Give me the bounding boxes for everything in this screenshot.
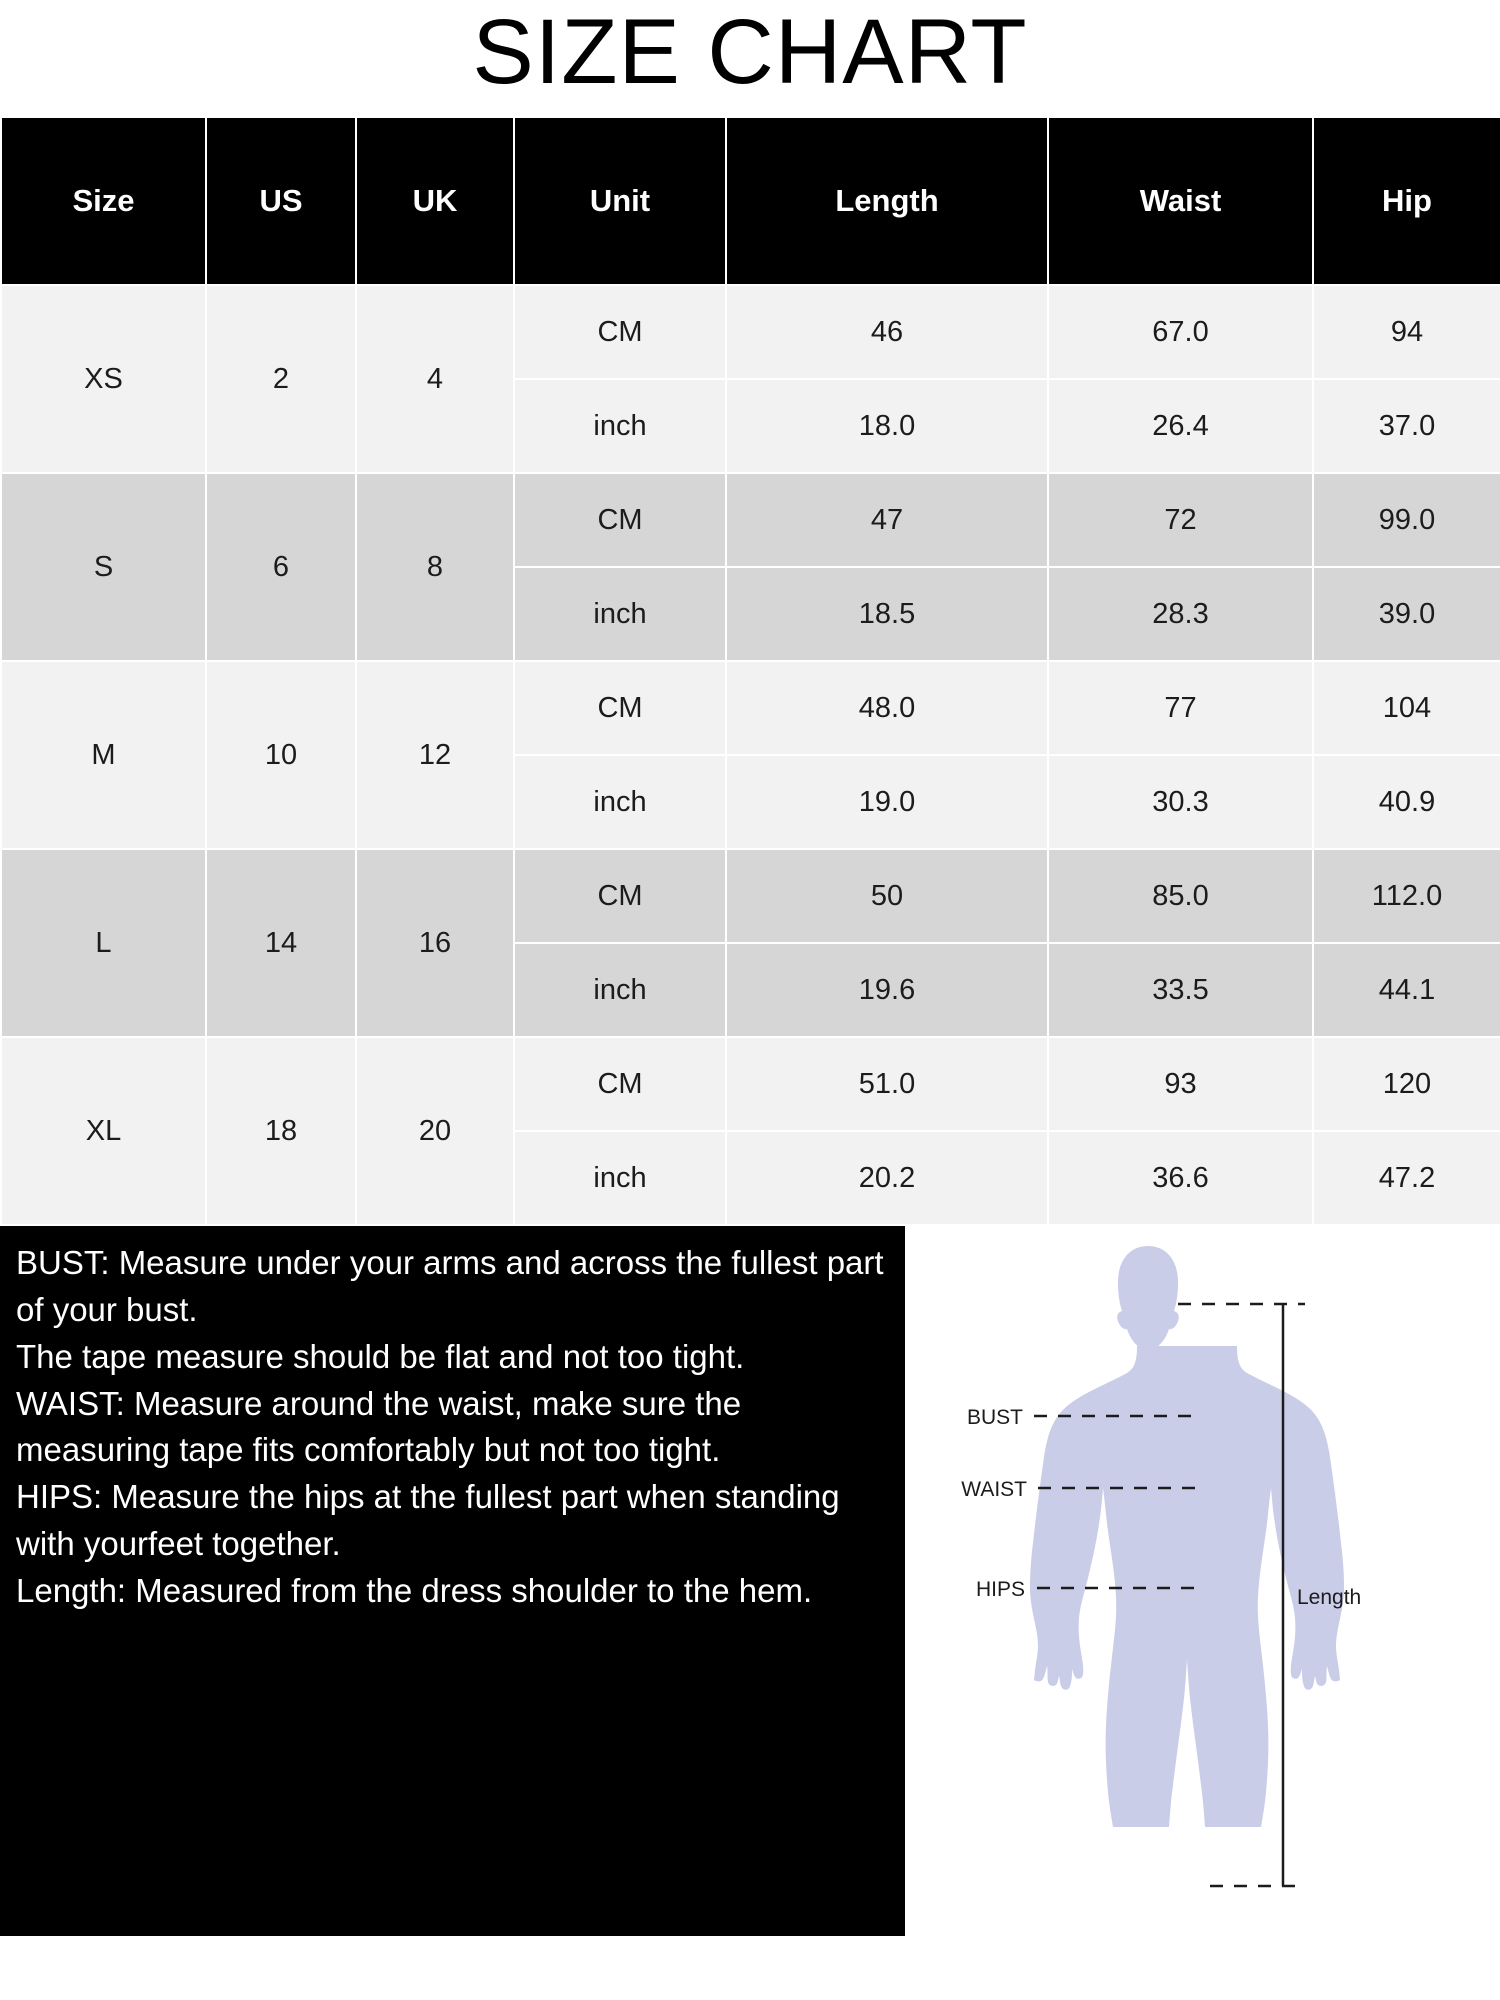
note-hips: HIPS: Measure the hips at the fullest part when standing with yourfeet together. bbox=[16, 1478, 840, 1563]
bottom-section bbox=[0, 1226, 1500, 1936]
cell-length: 18.5 bbox=[726, 567, 1048, 661]
cell-length: 47 bbox=[726, 473, 1048, 567]
table-header-row bbox=[1, 117, 1500, 285]
cell-us: 6 bbox=[206, 473, 356, 661]
cell-length: 50 bbox=[726, 849, 1048, 943]
column-header-size: Size bbox=[1, 117, 206, 285]
cell-waist: 77 bbox=[1048, 661, 1313, 755]
female-body-diagram bbox=[905, 1226, 1500, 1936]
size-chart-table bbox=[0, 116, 1500, 1226]
hips-label: HIPS bbox=[975, 1578, 1025, 1601]
cell-size: XL bbox=[1, 1037, 206, 1225]
column-header-waist: Waist bbox=[1048, 117, 1313, 285]
table-row bbox=[1, 473, 1500, 567]
cell-hip: 44.1 bbox=[1313, 943, 1500, 1037]
cell-uk: 16 bbox=[356, 849, 514, 1037]
cell-size: S bbox=[1, 473, 206, 661]
cell-us: 10 bbox=[206, 661, 356, 849]
measurement-instructions bbox=[0, 1226, 905, 1936]
cell-unit: inch bbox=[514, 755, 726, 849]
bust-label: BUST bbox=[966, 1406, 1023, 1429]
cell-us: 2 bbox=[206, 285, 356, 473]
cell-uk: 20 bbox=[356, 1037, 514, 1225]
cell-unit: CM bbox=[514, 473, 726, 567]
note-tape: The tape measure should be flat and not too tight. bbox=[16, 1337, 745, 1375]
column-header-us: US bbox=[206, 117, 356, 285]
note-bust: BUST: Measure under your arms and across the fullest part of your bust. bbox=[16, 1244, 884, 1328]
cell-us: 14 bbox=[206, 849, 356, 1037]
cell-length: 51.0 bbox=[726, 1037, 1048, 1131]
cell-waist: 30.3 bbox=[1048, 755, 1313, 849]
table-row bbox=[1, 285, 1500, 379]
cell-waist: 28.3 bbox=[1048, 567, 1313, 661]
cell-unit: CM bbox=[514, 1037, 726, 1131]
cell-waist: 67.0 bbox=[1048, 285, 1313, 379]
table-row bbox=[1, 661, 1500, 755]
cell-length: 20.2 bbox=[726, 1131, 1048, 1225]
cell-hip: 104 bbox=[1313, 661, 1500, 755]
body-silhouette bbox=[1030, 1246, 1344, 1827]
cell-waist: 93 bbox=[1048, 1037, 1313, 1131]
cell-unit: inch bbox=[514, 943, 726, 1037]
cell-size: XS bbox=[1, 285, 206, 473]
note-length: Length: Measured from the dress shoulder to the hem. bbox=[16, 1572, 813, 1610]
page-title: SIZE CHART bbox=[472, 1, 1028, 103]
cell-unit: CM bbox=[514, 661, 726, 755]
cell-hip: 47.2 bbox=[1313, 1131, 1500, 1225]
cell-unit: inch bbox=[514, 1131, 726, 1225]
column-header-uk: UK bbox=[356, 117, 514, 285]
cell-length: 46 bbox=[726, 285, 1048, 379]
cell-unit: CM bbox=[514, 849, 726, 943]
cell-length: 19.6 bbox=[726, 943, 1048, 1037]
column-header-hip: Hip bbox=[1313, 117, 1500, 285]
cell-size: M bbox=[1, 661, 206, 849]
cell-waist: 85.0 bbox=[1048, 849, 1313, 943]
column-header-length: Length bbox=[726, 117, 1048, 285]
cell-uk: 8 bbox=[356, 473, 514, 661]
cell-unit: inch bbox=[514, 379, 726, 473]
cell-hip: 37.0 bbox=[1313, 379, 1500, 473]
table-row bbox=[1, 849, 1500, 943]
cell-hip: 39.0 bbox=[1313, 567, 1500, 661]
cell-unit: inch bbox=[514, 567, 726, 661]
cell-length: 18.0 bbox=[726, 379, 1048, 473]
cell-length: 19.0 bbox=[726, 755, 1048, 849]
cell-hip: 99.0 bbox=[1313, 473, 1500, 567]
waist-label: WAIST bbox=[961, 1478, 1027, 1501]
cell-uk: 12 bbox=[356, 661, 514, 849]
cell-length: 48.0 bbox=[726, 661, 1048, 755]
cell-hip: 112.0 bbox=[1313, 849, 1500, 943]
note-waist: WAIST: Measure around the waist, make sure the measuring tape fits comfortably but not too tight. bbox=[16, 1384, 742, 1469]
cell-waist: 26.4 bbox=[1048, 379, 1313, 473]
cell-waist: 72 bbox=[1048, 473, 1313, 567]
cell-hip: 40.9 bbox=[1313, 755, 1500, 849]
cell-size: L bbox=[1, 849, 206, 1037]
cell-unit: CM bbox=[514, 285, 726, 379]
cell-waist: 36.6 bbox=[1048, 1131, 1313, 1225]
measurement-diagram bbox=[905, 1226, 1500, 1936]
column-header-unit: Unit bbox=[514, 117, 726, 285]
length-label: Length bbox=[1297, 1586, 1362, 1609]
cell-hip: 94 bbox=[1313, 285, 1500, 379]
cell-hip: 120 bbox=[1313, 1037, 1500, 1131]
table-row bbox=[1, 1037, 1500, 1131]
cell-uk: 4 bbox=[356, 285, 514, 473]
cell-waist: 33.5 bbox=[1048, 943, 1313, 1037]
cell-us: 18 bbox=[206, 1037, 356, 1225]
